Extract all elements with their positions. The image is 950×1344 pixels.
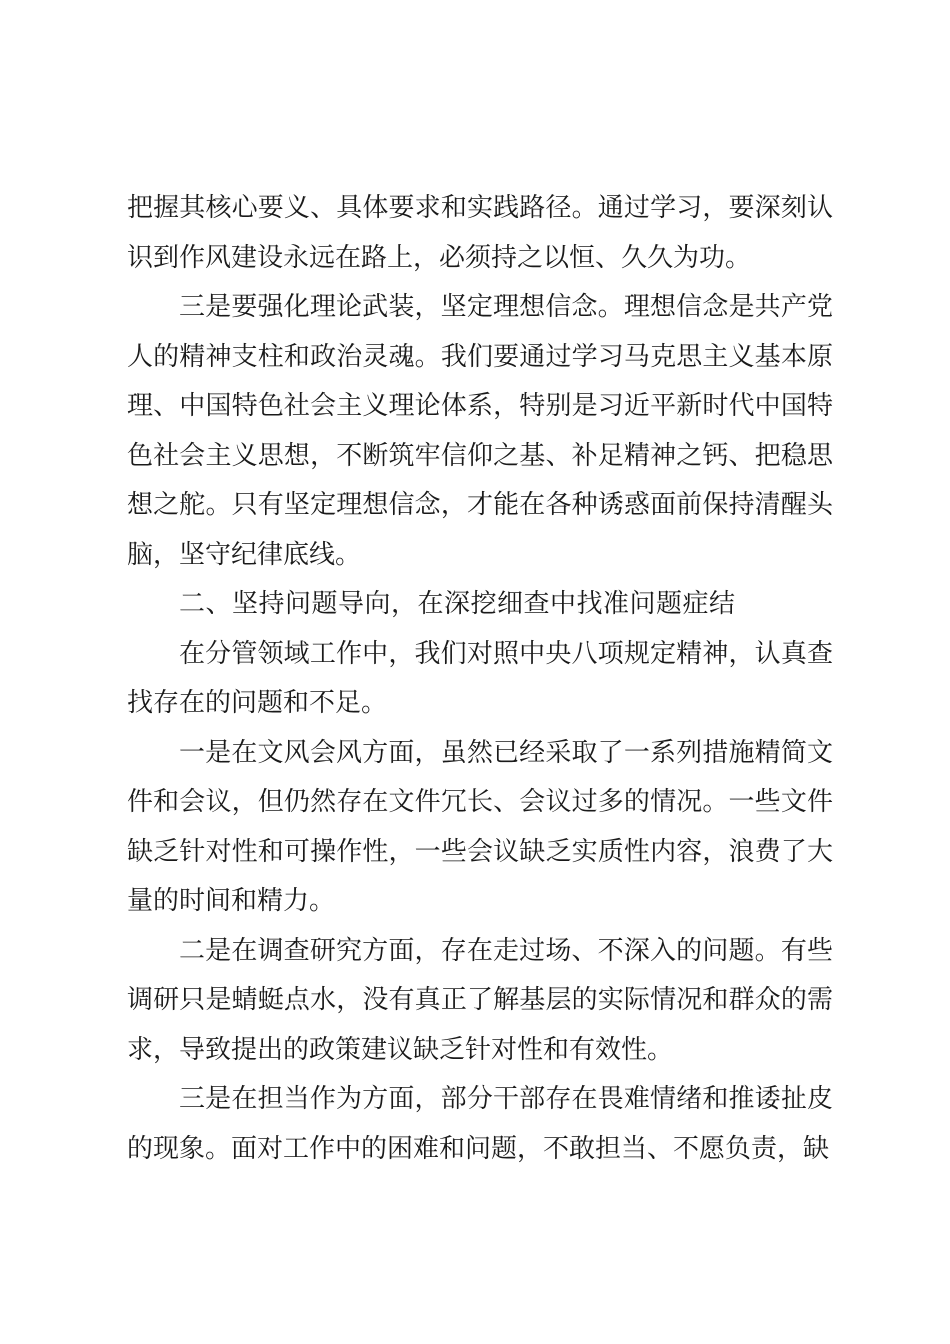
paragraph-theory-armament: 三是要强化理论武装，坚定理想信念。理想信念是共产党人的精神支柱和政治灵魂。我们要通过学习马克思主义基本原理、中国特色社会主义理论体系，特别是习近平新时代中国特色社会主义思想，不断筑牢信仰之基、补足精神之钙、把稳思想之舵。只有坚定理想信念，才能在各种诱惑面前保持清醒头脑，坚守纪律底线。: [127, 292, 833, 570]
paragraph-writing-meeting-style: 一是在文风会风方面，虽然已经采取了一系列措施精简文件和会议，但仍然存在文件冗长、会议过多的情况。一些文件缺乏针对性和可操作性，一些会议缺乏实质性内容，浪费了大量的时间和精力。: [127, 737, 833, 916]
paragraph-investigation-research: 二是在调查研究方面，存在走过场、不深入的问题。有些调研只是蜻蜓点水，没有真正了解基层的实际情况和群众的需求，导致提出的政策建议缺乏针对性和有效性。: [127, 935, 833, 1065]
section-heading-problem-orientation: 二、坚持问题导向，在深挖细查中找准问题症结: [179, 589, 736, 619]
paragraph-responsibility: 三是在担当作为方面，部分干部存在畏难情绪和推诿扯皮的现象。面对工作中的困难和问题，不敢担当、不愿负责，缺: [127, 1084, 833, 1164]
document-body: [127, 184, 833, 1174]
paragraph-problem-intro: 在分管领域工作中，我们对照中央八项规定精神，认真查找存在的问题和不足。: [127, 638, 833, 718]
paragraph-continuation: 把握其核心要义、具体要求和实践路径。通过学习，要深刻认识到作风建设永远在路上，必须持之以恒、久久为功。: [127, 193, 833, 273]
